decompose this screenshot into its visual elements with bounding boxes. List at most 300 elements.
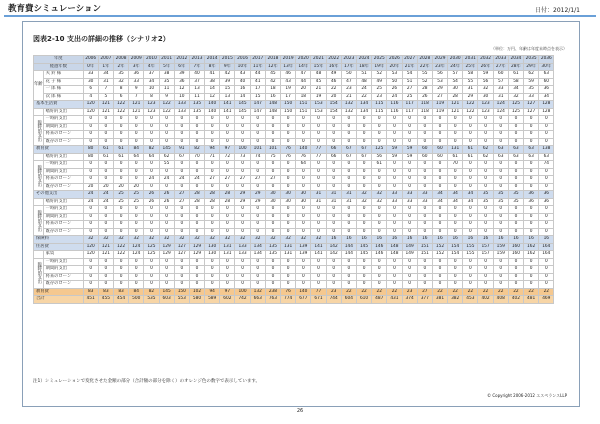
section-value: 118 [417, 101, 432, 109]
row-value: 0 [432, 131, 447, 139]
age-value: 43 [235, 71, 250, 79]
row-value: 0 [478, 183, 493, 191]
row-value: 0 [387, 281, 402, 289]
age-value: 34 [539, 93, 554, 101]
row-value: 0 [281, 266, 296, 274]
elapsed-cell: 21年 [402, 63, 417, 71]
year-cell: 2012 [174, 56, 189, 64]
section-value: 238 [265, 288, 280, 296]
section-value: 162 [524, 243, 539, 251]
row-value: 0 [250, 266, 265, 274]
sub-row [34, 168, 554, 176]
row-value: 162 [524, 251, 539, 259]
row-value: 0 [432, 266, 447, 274]
row-value: 0 [205, 266, 220, 274]
row-value: 0 [341, 213, 356, 221]
row-value: 121 [98, 108, 113, 116]
age-value: 39 [220, 78, 235, 86]
age-value: 32 [113, 78, 128, 86]
row-value: 0 [265, 266, 280, 274]
section-value: 97 [220, 288, 235, 296]
section-value: 121 [129, 101, 144, 109]
row-value: 0 [265, 123, 280, 131]
row-value: 0 [326, 138, 341, 146]
row-value: 140 [205, 108, 220, 116]
row-value: 135 [265, 251, 280, 259]
row-value: 0 [326, 228, 341, 236]
age-value: 55 [417, 71, 432, 79]
row-value: 0 [493, 183, 508, 191]
page-number: 26 [296, 408, 304, 414]
elapsed-cell: 29年 [524, 63, 539, 71]
row-value: 25 [113, 198, 128, 206]
section-value: 22 [478, 288, 493, 296]
age-group-label: 年齢 [34, 71, 44, 101]
age-value: 13 [220, 93, 235, 101]
row-value: 0 [281, 131, 296, 139]
sub-row [34, 183, 554, 191]
age-value: 41 [250, 78, 265, 86]
row-value: 0 [265, 221, 280, 229]
row-label: 既存のローン [43, 281, 83, 289]
row-label: 期間的支出 [43, 213, 83, 221]
row-value: 0 [189, 131, 204, 139]
section-value: 28 [220, 191, 235, 199]
row-value: 119 [432, 108, 447, 116]
row-value: 0 [539, 228, 554, 236]
row-value: 116 [387, 108, 402, 116]
row-value: 0 [493, 116, 508, 124]
row-value: 145 [235, 108, 250, 116]
row-value: 0 [478, 228, 493, 236]
section-value: 32 [113, 236, 128, 244]
row-value: 131 [220, 251, 235, 259]
row-value: 29 [250, 198, 265, 206]
sub-row [34, 281, 554, 289]
elapsed-cell: 22年 [417, 63, 432, 71]
row-value: 0 [341, 183, 356, 191]
row-value: 0 [372, 221, 387, 229]
row-value: 0 [402, 258, 417, 266]
row-value: 0 [129, 273, 144, 281]
age-value: 47 [341, 78, 356, 86]
row-value: 0 [448, 123, 463, 131]
row-value: 0 [220, 116, 235, 124]
section-row [34, 191, 554, 199]
sub-row [34, 206, 554, 214]
section-value: 36 [539, 191, 554, 199]
row-value: 0 [174, 123, 189, 131]
total-value: 487 [372, 296, 387, 304]
row-value: 0 [296, 281, 311, 289]
row-value: 135 [189, 108, 204, 116]
row-value: 0 [508, 281, 523, 289]
row-value: 0 [539, 273, 554, 281]
age-value: 48 [311, 71, 326, 79]
section-value: 62 [478, 146, 493, 154]
section-value: 83 [98, 288, 113, 296]
row-value: 0 [129, 221, 144, 229]
total-value: 377 [417, 296, 432, 304]
row-value: 59 [387, 153, 402, 161]
row-value: 0 [113, 266, 128, 274]
row-value: 122 [113, 108, 128, 116]
row-value: 0 [326, 258, 341, 266]
year-cell: 2009 [129, 56, 144, 64]
age-value: 17 [250, 86, 265, 94]
row-value: 153 [311, 108, 326, 116]
age-value: 30 [448, 86, 463, 94]
row-value: 122 [159, 108, 174, 116]
section-value: 141 [311, 243, 326, 251]
row-value: 118 [417, 108, 432, 116]
row-value: 0 [250, 228, 265, 236]
row-value: 0 [448, 273, 463, 281]
age-value: 22 [356, 93, 371, 101]
section-value: 91 [174, 146, 189, 154]
sub-row [34, 123, 554, 131]
row-value: 0 [311, 221, 326, 229]
age-value: 31 [493, 93, 508, 101]
section-value: 16 [402, 236, 417, 244]
row-value: 70 [189, 153, 204, 161]
row-value: 0 [524, 116, 539, 124]
row-label: 期間的支出 [43, 168, 83, 176]
row-value: 0 [463, 161, 478, 169]
row-label: 既存のローン [43, 228, 83, 236]
row-value: 55 [159, 161, 174, 169]
row-value: 63 [508, 153, 523, 161]
row-value: 76 [281, 153, 296, 161]
row-value: 0 [174, 131, 189, 139]
section-value: 33 [417, 191, 432, 199]
row-value: 0 [478, 213, 493, 221]
row-value: 80 [83, 153, 98, 161]
sub-row [34, 161, 554, 169]
section-value: 100 [235, 288, 250, 296]
elapsed-cell: 3年 [129, 63, 144, 71]
row-value: 0 [417, 221, 432, 229]
row-value: 0 [311, 131, 326, 139]
section-value: 27 [417, 288, 432, 296]
section-value: 16 [448, 236, 463, 244]
row-value: 125 [508, 108, 523, 116]
row-value: 0 [265, 131, 280, 139]
year-cell: 2010 [144, 56, 159, 64]
elapsed-cell: 25年 [463, 63, 478, 71]
year-cell: 2018 [265, 56, 280, 64]
row-value: 0 [311, 206, 326, 214]
row-value: 0 [83, 281, 98, 289]
section-value: 32 [189, 236, 204, 244]
row-value: 0 [144, 123, 159, 131]
row-value: 0 [189, 161, 204, 169]
row-value: 0 [326, 123, 341, 131]
row-value: 0 [281, 123, 296, 131]
row-value: 0 [326, 213, 341, 221]
row-value: 0 [387, 123, 402, 131]
section-value: 24 [83, 191, 98, 199]
row-value: 0 [493, 138, 508, 146]
footnote: 注1）シミュレーションで変化させた金額の部分（合計額の部分を除く）のオレンジ色の数字で表示しています。 [33, 379, 261, 384]
row-value: 0 [83, 213, 98, 221]
row-value: 34 [448, 198, 463, 206]
age-value: 62 [524, 71, 539, 79]
sub-row [34, 153, 554, 161]
row-value: 0 [311, 273, 326, 281]
section-value: 129 [189, 243, 204, 251]
row-label: 嗜好的支出 [43, 153, 83, 161]
group-label: 臨時的支出 [34, 206, 44, 236]
row-value: 0 [417, 161, 432, 169]
row-value: 0 [341, 116, 356, 124]
section-value: 16 [387, 236, 402, 244]
row-value: 0 [98, 273, 113, 281]
row-value: 0 [356, 228, 371, 236]
row-value: 0 [205, 281, 220, 289]
age-value: 56 [478, 78, 493, 86]
row-value: 0 [129, 161, 144, 169]
section-value: 33 [387, 191, 402, 199]
row-value: 20 [129, 183, 144, 191]
row-value: 0 [463, 281, 478, 289]
section-row [34, 243, 554, 251]
row-value: 0 [220, 138, 235, 146]
row-value: 29 [235, 198, 250, 206]
year-cell: 2026 [387, 56, 402, 64]
section-label: 住居費 [34, 243, 84, 251]
row-value: 0 [129, 213, 144, 221]
row-value: 0 [387, 228, 402, 236]
year-cell: 2008 [113, 56, 128, 64]
row-value: 0 [174, 138, 189, 146]
row-value: 35 [478, 198, 493, 206]
section-value: 150 [281, 101, 296, 109]
section-value: 145 [159, 288, 174, 296]
spacer-cell [34, 251, 44, 259]
age-value: 29 [463, 93, 478, 101]
row-value: 0 [250, 213, 265, 221]
row-value: 0 [524, 221, 539, 229]
row-value: 32 [372, 198, 387, 206]
row-value: 132 [341, 108, 356, 116]
row-value: 0 [448, 206, 463, 214]
age-value: 4 [83, 93, 98, 101]
section-value: 151 [296, 101, 311, 109]
section-value: 145 [159, 146, 174, 154]
row-value: 0 [432, 138, 447, 146]
age-value: 12 [205, 93, 220, 101]
row-value: 0 [174, 183, 189, 191]
age-label: 次 郎 様 [43, 93, 83, 101]
section-value: 145 [356, 243, 371, 251]
row-value: 0 [448, 213, 463, 221]
section-value: 22 [508, 288, 523, 296]
row-value: 0 [417, 138, 432, 146]
row-value: 0 [189, 273, 204, 281]
row-value: 0 [265, 138, 280, 146]
age-value: 26 [387, 86, 402, 94]
row-value: 0 [508, 213, 523, 221]
elapsed-cell: 2年 [113, 63, 128, 71]
row-value: 0 [402, 176, 417, 184]
row-value: 0 [432, 258, 447, 266]
row-value: 60 [417, 153, 432, 161]
sub-row [34, 176, 554, 184]
row-value: 0 [493, 281, 508, 289]
row-value: 0 [448, 183, 463, 191]
age-value: 60 [539, 78, 554, 86]
section-value: 76 [281, 288, 296, 296]
elapsed-cell: 16年 [326, 63, 341, 71]
year-cell: 2007 [98, 56, 113, 64]
section-value: 22 [432, 288, 447, 296]
row-value: 0 [205, 131, 220, 139]
section-value: 32 [129, 236, 144, 244]
row-value: 0 [432, 161, 447, 169]
section-value: 77 [311, 146, 326, 154]
section-value: 124 [493, 101, 508, 109]
row-value: 61 [463, 153, 478, 161]
row-value: 71 [205, 153, 220, 161]
section-value: 61 [463, 146, 478, 154]
section-value: 23 [326, 288, 341, 296]
row-value: 129 [159, 251, 174, 259]
row-value: 61 [448, 153, 463, 161]
row-value: 0 [129, 206, 144, 214]
row-value: 0 [98, 123, 113, 131]
section-value: 29 [250, 191, 265, 199]
row-value: 0 [524, 258, 539, 266]
row-value: 0 [144, 273, 159, 281]
section-value: 16 [341, 236, 356, 244]
row-value: 0 [144, 131, 159, 139]
row-value: 0 [417, 206, 432, 214]
elapsed-cell: 10年 [235, 63, 250, 71]
section-value: 16 [539, 236, 554, 244]
age-value: 30 [478, 93, 493, 101]
row-value: 0 [341, 131, 356, 139]
row-value: 0 [113, 131, 128, 139]
age-row [34, 93, 554, 101]
row-value: 0 [98, 221, 113, 229]
age-value: 14 [235, 93, 250, 101]
row-value: 67 [174, 153, 189, 161]
section-value: 60 [417, 146, 432, 154]
total-value: 381 [432, 296, 447, 304]
section-value: 128 [539, 101, 554, 109]
row-value: 0 [144, 213, 159, 221]
age-value: 40 [235, 78, 250, 86]
row-value: 0 [113, 213, 128, 221]
row-value: 0 [281, 138, 296, 146]
elapsed-cell: 0年 [83, 63, 98, 71]
section-value: 116 [387, 101, 402, 109]
age-value: 18 [265, 86, 280, 94]
section-value: 32 [296, 236, 311, 244]
section-value: 154 [448, 243, 463, 251]
year-cell: 2013 [189, 56, 204, 64]
section-value: 66 [326, 146, 341, 154]
age-value: 16 [235, 86, 250, 94]
row-value: 141 [220, 108, 235, 116]
row-label: 既存のローン [43, 183, 83, 191]
row-value: 0 [387, 266, 402, 274]
sub-row [34, 198, 554, 206]
row-value: 0 [372, 213, 387, 221]
row-value: 0 [296, 258, 311, 266]
row-value: 0 [478, 176, 493, 184]
row-value: 0 [539, 206, 554, 214]
age-value: 58 [463, 71, 478, 79]
section-value: 67 [341, 146, 356, 154]
age-value: 56 [432, 71, 447, 79]
row-value: 0 [356, 266, 371, 274]
row-value: 0 [98, 258, 113, 266]
row-value: 0 [463, 131, 478, 139]
row-value: 0 [508, 138, 523, 146]
row-label: 将来のローン [43, 131, 83, 139]
row-value: 0 [341, 176, 356, 184]
age-value: 39 [174, 71, 189, 79]
app-title: 教育費シミュレーション [8, 4, 101, 14]
row-value: 0 [387, 221, 402, 229]
row-value: 0 [159, 273, 174, 281]
row-value: 31 [341, 198, 356, 206]
row-value: 0 [113, 258, 128, 266]
row-value: 0 [356, 206, 371, 214]
section-value: 164 [539, 243, 554, 251]
section-value: 132 [341, 101, 356, 109]
row-value: 0 [83, 273, 98, 281]
age-value: 59 [524, 78, 539, 86]
section-value: 148 [265, 101, 280, 109]
section-value: 22 [448, 288, 463, 296]
section-value: 153 [311, 101, 326, 109]
row-value: 125 [144, 251, 159, 259]
year-cell: 2016 [235, 56, 250, 64]
section-value: 140 [296, 146, 311, 154]
row-value: 123 [144, 108, 159, 116]
section-value: 28 [189, 191, 204, 199]
age-value: 50 [387, 78, 402, 86]
total-value: 481 [524, 296, 539, 304]
total-value: 677 [296, 296, 311, 304]
row-value: 127 [524, 108, 539, 116]
row-value: 26 [144, 198, 159, 206]
row-value: 0 [205, 228, 220, 236]
total-value: 402 [508, 296, 523, 304]
section-value: 22 [524, 288, 539, 296]
age-value: 54 [448, 78, 463, 86]
section-value: 26 [144, 191, 159, 199]
section-value: 80 [83, 146, 98, 154]
section-value: 32 [174, 236, 189, 244]
age-value: 8 [113, 86, 128, 94]
row-label: 既存のローン [43, 138, 83, 146]
row-value: 0 [296, 168, 311, 176]
group-label: 臨時的支出 [34, 116, 44, 146]
row-value: 33 [402, 198, 417, 206]
row-value: 0 [356, 168, 371, 176]
section-value: 22 [493, 288, 508, 296]
row-value: 0 [159, 228, 174, 236]
section-value: 119 [432, 101, 447, 109]
row-value: 0 [174, 161, 189, 169]
elapsed-cell: 30年 [539, 63, 554, 71]
section-value: 29 [235, 191, 250, 199]
row-value: 0 [144, 138, 159, 146]
